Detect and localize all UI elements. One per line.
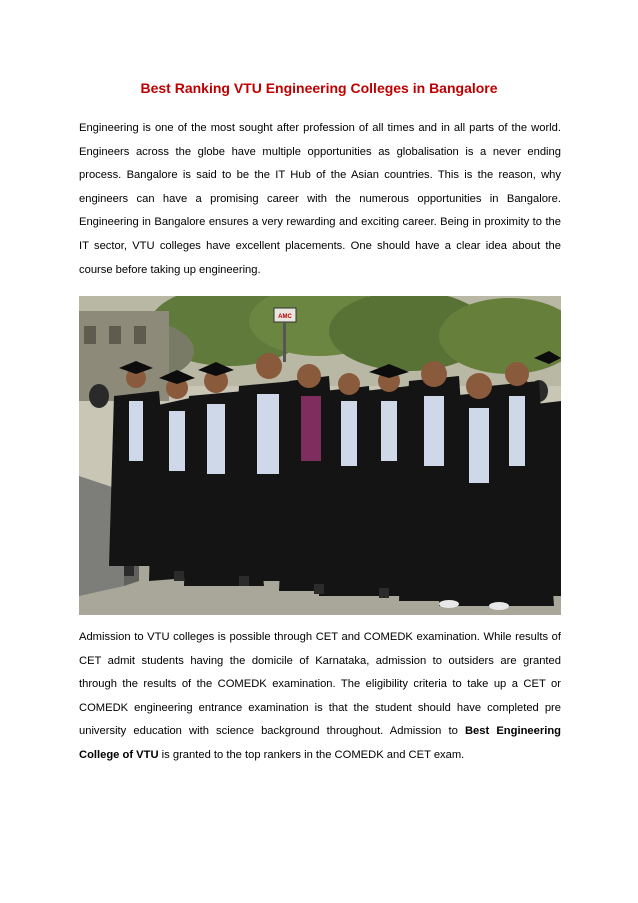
admission-paragraph xyxy=(79,626,561,768)
graduates-photo xyxy=(79,296,561,615)
document-title: Best Ranking VTU Engineering Colleges in Bangalore xyxy=(140,80,498,96)
intro-paragraph: Engineering is one of the most sought after profession of all times and in all parts of the world. Engineers across the globe have multiple opportunities as globalisation is a never ending process. Bangalore is said to be the IT Hub of the Asian countries. This is the reason, why engineers can have a promising career with the numerous opportunities in Bangalore. Engineering in Bangalore ensures a very rewarding and exciting career. Being in proximity to the IT sector, VTU colleges have excellent placements. One should have a clear idea about the course before taking up engineering. xyxy=(79,122,561,276)
best-engineering-college-emphasis: Best Engineering College of VTU xyxy=(79,725,561,761)
admission-text-part2: is granted to the top rankers in the COMEDK and CET exam. xyxy=(158,748,465,761)
admission-text-part1: Admission to VTU colleges is possible through CET and COMEDK examination. While results of CET admit students having the domicile of Karnataka, admission to outsiders are granted through the results of the COMEDK examination. The eligibility criteria to take up a CET or COMEDK engineering entrance examination is that the student should have completed pre university education with science background throughout. Admission to xyxy=(79,631,561,738)
photo-sign-text: AMC xyxy=(278,314,292,320)
